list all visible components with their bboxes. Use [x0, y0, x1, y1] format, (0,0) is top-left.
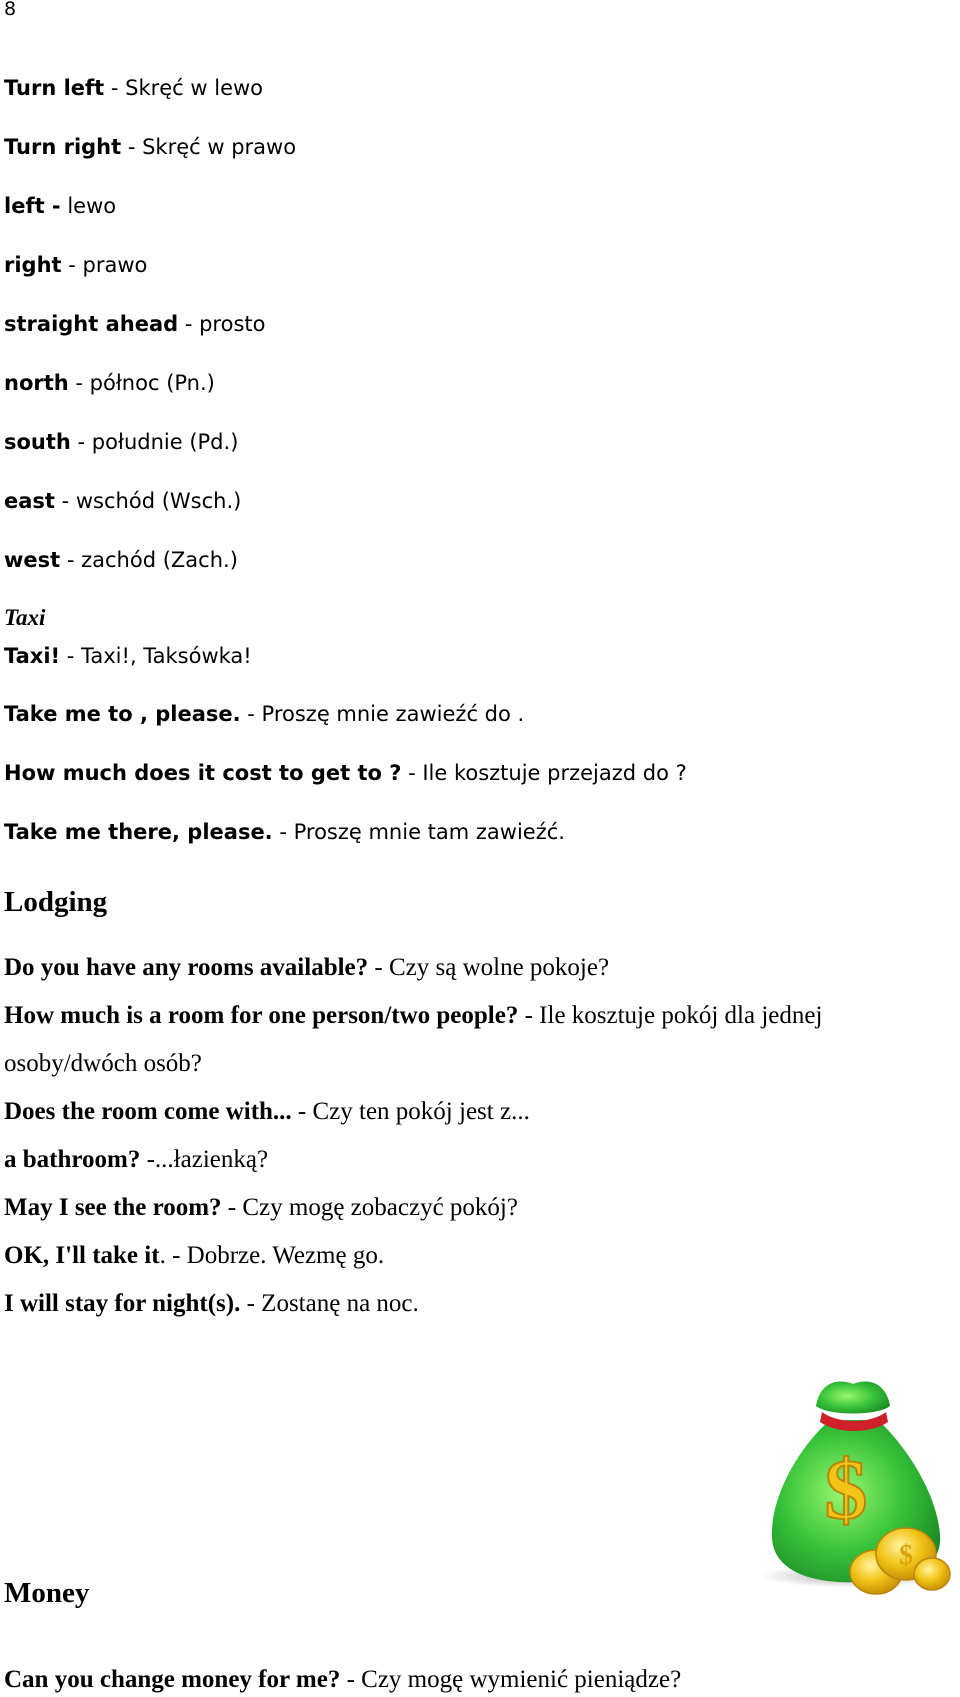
phrase-pl: - wschód (Wsch.)	[54, 489, 242, 513]
svg-text:$: $	[899, 1540, 913, 1571]
phrase-en: Can you change money for me?	[4, 1666, 341, 1693]
phrase-room-price-cont	[4, 1050, 202, 1078]
phrase-pl: - Czy mogę zobaczyć pokój?	[221, 1194, 518, 1221]
phrase-en: I will stay for night(s).	[4, 1290, 241, 1317]
phrase-pl: lewo	[60, 194, 117, 218]
phrase-en: west	[4, 548, 61, 572]
phrase-pl: - Czy mogę wymienić pieniądze?	[340, 1666, 682, 1693]
phrase-en: Take me there, please.	[4, 820, 273, 844]
money-bag-icon	[758, 1378, 958, 1606]
phrase-pl: - Proszę mnie zawieźć do .	[240, 702, 525, 726]
phrase-room-price	[4, 1002, 822, 1030]
phrase-en: east	[4, 489, 55, 513]
phrase-en: Take me to , please.	[4, 702, 241, 726]
phrase-en: north	[4, 371, 69, 395]
phrase-en: How much is a room for one person/two people?	[4, 1002, 519, 1029]
phrase-turn-right	[4, 135, 296, 159]
phrase-pl: - prawo	[61, 253, 148, 277]
phrase-en: straight ahead	[4, 312, 179, 336]
phrase-straight-ahead	[4, 312, 265, 336]
phrase-pl: - północ (Pn.)	[68, 371, 215, 395]
phrase-north	[4, 371, 215, 395]
page-number: 8	[4, 0, 17, 20]
phrase-south	[4, 430, 238, 454]
phrase-en: How much does it cost to get to ?	[4, 761, 402, 785]
section-heading-taxi: Taxi	[4, 605, 46, 630]
phrase-en: Does the room come with...	[4, 1098, 292, 1125]
phrase-pl: - Proszę mnie tam zawieźć.	[272, 820, 565, 844]
phrase-stay-nights	[4, 1290, 419, 1318]
phrase-bathroom	[4, 1146, 268, 1174]
phrase-take-me-there	[4, 820, 565, 844]
phrase-pl: - prosto	[178, 312, 266, 336]
phrase-en: OK, I'll take it	[4, 1242, 160, 1269]
svg-text:$: $	[824, 1441, 868, 1537]
section-heading-money: Money	[4, 1577, 90, 1609]
phrase-pl: osoby/dwóch osób?	[4, 1050, 202, 1077]
phrase-pl: -...łazienką?	[140, 1146, 269, 1173]
phrase-en: left -	[4, 194, 61, 218]
phrase-right	[4, 253, 147, 277]
phrase-en: May I see the room?	[4, 1194, 222, 1221]
phrase-east	[4, 489, 241, 513]
phrase-en: a bathroom?	[4, 1146, 141, 1173]
phrase-rooms-available	[4, 954, 609, 982]
phrase-en: south	[4, 430, 71, 454]
phrase-pl: - Ile kosztuje przejazd do ?	[401, 761, 687, 785]
phrase-pl: . - Dobrze. Wezmę go.	[159, 1242, 385, 1269]
section-heading-lodging: Lodging	[4, 886, 108, 918]
phrase-turn-left	[4, 76, 263, 100]
phrase-left	[4, 194, 116, 218]
phrase-pl: - Skręć w lewo	[104, 76, 264, 100]
phrase-west	[4, 548, 238, 572]
phrase-pl: - Taxi!, Taksówka!	[60, 644, 252, 668]
phrase-pl: - Ile kosztuje pokój dla jednej	[518, 1002, 823, 1029]
phrase-en: Turn left	[4, 76, 105, 100]
phrase-pl: - południe (Pd.)	[70, 430, 239, 454]
phrase-pl: - Czy są wolne pokoje?	[368, 954, 610, 981]
phrase-en: Do you have any rooms available?	[4, 954, 369, 981]
phrase-see-room	[4, 1194, 518, 1222]
phrase-en: Turn right	[4, 135, 122, 159]
phrase-room-come-with	[4, 1098, 530, 1126]
phrase-pl: - Skręć w prawo	[121, 135, 297, 159]
phrase-take-me-to	[4, 702, 524, 726]
phrase-pl: - Zostanę na noc.	[240, 1290, 419, 1317]
phrase-take-it	[4, 1242, 384, 1270]
phrase-pl: - Czy ten pokój jest z...	[291, 1098, 530, 1125]
phrase-how-much-cost	[4, 761, 687, 785]
phrase-en: right	[4, 253, 62, 277]
phrase-pl: - zachód (Zach.)	[60, 548, 238, 572]
phrase-change-money	[4, 1666, 681, 1694]
phrase-taxi	[4, 644, 252, 668]
phrase-en: Taxi!	[4, 644, 61, 668]
